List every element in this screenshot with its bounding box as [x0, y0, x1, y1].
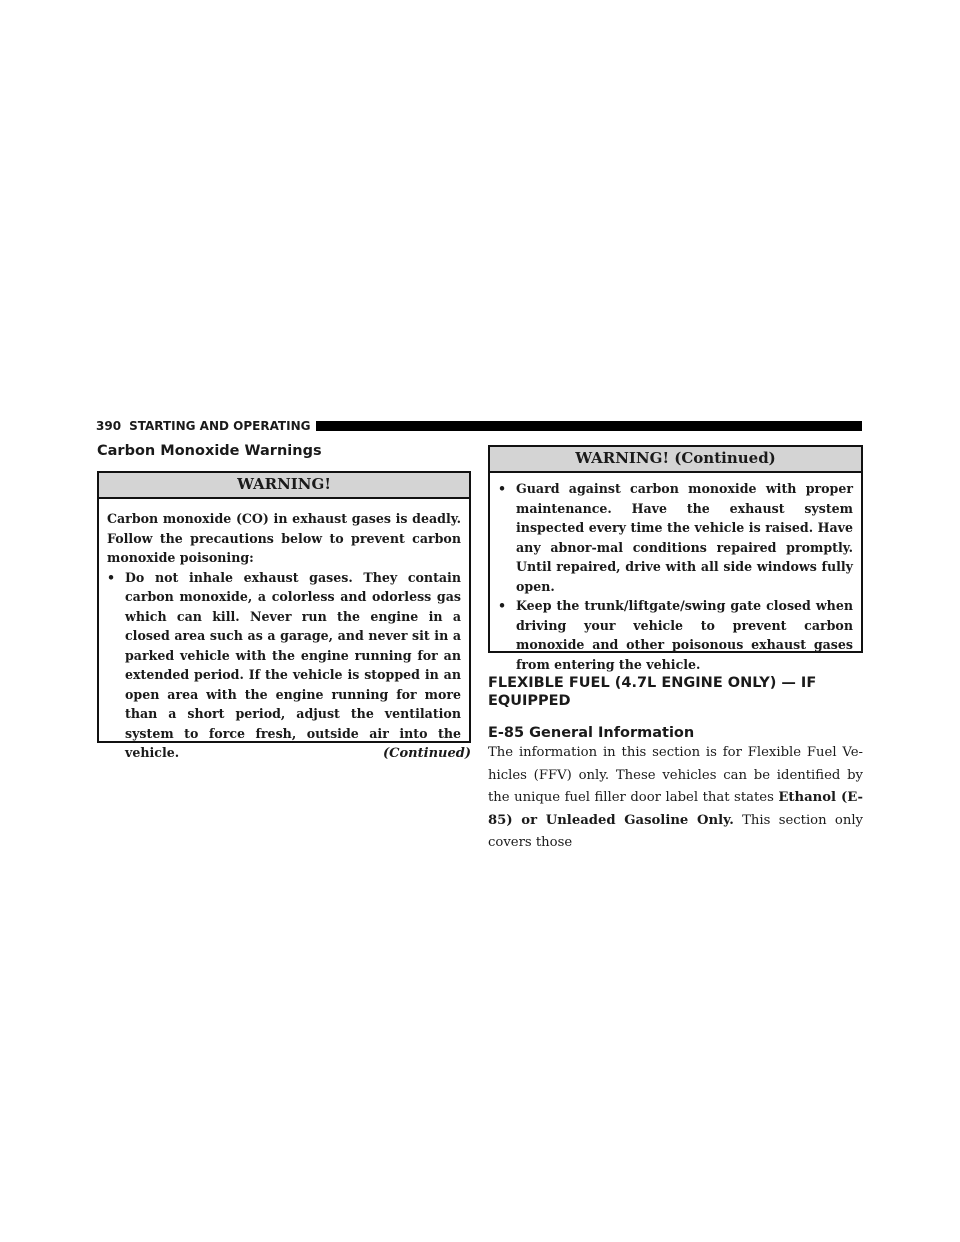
warning-continued-title: WARNING! (Continued): [490, 447, 861, 473]
header-rule: [316, 421, 862, 431]
bullet-glyph: •: [107, 569, 116, 585]
continued-label: (Continued): [383, 746, 471, 761]
warning-continued-body: [490, 473, 861, 682]
bullet-glyph: •: [498, 598, 507, 613]
bullet-text: Keep the trunk/liftgate/swing gate closed when driving your vehicle to prevent carbon monoxide and other poisonous exhaust gases from entering the vehicle.: [516, 598, 853, 672]
warning-continued-box: [488, 445, 863, 672]
left-column: [97, 442, 471, 763]
page-number: 390: [96, 419, 122, 433]
warning-intro: Carbon monoxide (CO) in exhaust gases is deadly. Follow the precautions below to prevent carbon monoxide poisoning:: [107, 511, 461, 565]
section-title: STARTING AND OPERATING: [129, 419, 311, 433]
warning-bullet: [498, 479, 853, 596]
e85-paragraph: [488, 742, 863, 855]
bullet-glyph: •: [498, 481, 507, 496]
bullet-text: Guard against carbon monoxide with proper maintenance. Have the exhaust system inspected every time the vehicle is raised. Have any abnor-mal conditions repaired promptly. Until repaired, drive with all side windows fully open.: [516, 481, 853, 594]
warning-body: [99, 499, 469, 771]
carbon-monoxide-heading: Carbon Monoxide Warnings: [97, 443, 322, 459]
bullet-text: Do not inhale exhaust gases. They contain carbon monoxide, a colorless and odorless gas which can kill. Never run the engine in a closed area such as a garage, and never sit in a parked vehicle with the engine running for an extended period. If the vehicle is stopped in an open area with the engine running for more than a short period, adjust the ventilation system to force fresh, outside air into the vehicle.: [125, 569, 461, 760]
warning-title: WARNING!: [99, 473, 469, 499]
warning-bullet: [498, 596, 853, 674]
paragraph-text: The information in this section is for Flexible Fuel Ve-hicles (FFV) only. These vehicles can be identified by the unique fuel filler door label that states: [488, 745, 863, 805]
e85-subheading: E-85 General Information: [488, 725, 695, 741]
paragraph-bold-text: Ethanol (E-85) or Unleaded Gasoline Only.: [488, 790, 863, 828]
flexible-fuel-heading: FLEXIBLE FUEL (4.7L ENGINE ONLY) — IF EQUIPPED: [488, 675, 817, 709]
paragraph-text-end: This section only covers those: [488, 812, 863, 850]
right-column: [488, 445, 863, 855]
warning-bullet: [107, 568, 461, 763]
page-header: [96, 418, 862, 434]
